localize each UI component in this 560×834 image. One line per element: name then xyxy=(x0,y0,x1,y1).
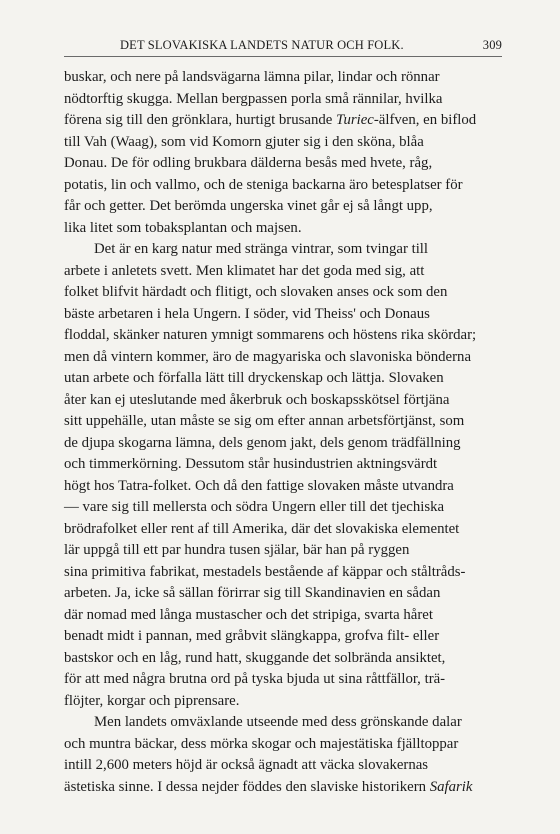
text-line: flöjter, korgar och piprensare. xyxy=(64,692,240,709)
text-line: sitt uppehälle, utan måste se sig om efter annan arbetsförtjänst, som xyxy=(64,413,465,429)
text-line: förena sig till den grönklara, hurtigt brusande Turiec-älfven, en biflod xyxy=(64,112,477,128)
italic-term: Turiec xyxy=(336,112,374,128)
text-line: Donau. De för odling brukbara dälderna besås med hvete, råg, xyxy=(64,155,433,171)
running-head xyxy=(64,34,502,56)
text-line: får och getter. Det berömda ungerska vinet går ej så långt upp, xyxy=(64,198,433,214)
header-rule xyxy=(64,56,502,57)
text-line: nödtorftig skugga. Mellan bergpassen porla små rännilar, hvilka xyxy=(64,90,443,107)
text-line: där nomad med långa mustascher och det stripiga, svarta håret xyxy=(64,606,433,623)
book-page xyxy=(64,34,502,798)
text-line: bäste arbetaren i hela Ungern. I söder, vid Theiss' och Donaus xyxy=(64,305,430,322)
text-line: intill 2,600 meters höjd är också ägnadt att väcka slovakernas xyxy=(64,757,429,773)
text-line: högt hos Tatra-folket. Och då den fattige slovaken måste utvandra xyxy=(64,477,454,494)
text-line: och muntra bäckar, dess mörka skogar och majestätiska fjälltoppar xyxy=(64,735,459,752)
text-line: folket blifvit härdadt och flitigt, och slovaken anses ock som den xyxy=(64,284,448,300)
text-line: Det är en karg natur med stränga vintrar, som tvingar till xyxy=(94,241,429,257)
text-line: åter kan ej uteslutande med åkerbruk och boskapsskötsel förtjäna xyxy=(64,391,450,408)
text-line: buskar, och nere på landsvägarna lämna pilar, lindar och rönnar xyxy=(64,69,440,85)
italic-term: Safarik xyxy=(429,778,473,795)
text-line: bastskor och en låg, rund hatt, skuggande det solbrända ansiktet, xyxy=(64,649,446,666)
text-line: ästetiska sinne. I dessa nejder föddes den slaviske historikern Safarik xyxy=(64,778,473,795)
text-line: — vare sig till mellersta och södra Ungern eller till det tjechiska xyxy=(64,499,445,515)
text-line: de djupa skogarna lämna, dels genom jakt, dels genom trädfällning xyxy=(64,434,461,451)
text-line: lika litet som tobaksplantan och majsen. xyxy=(64,219,302,236)
text-line: och timmerkörning. Dessutom står husindustrien aktningsvärdt xyxy=(64,456,438,472)
text-line: men då vintern kommer, äro de magyariska och slavoniska bönderna xyxy=(64,348,472,365)
body-text xyxy=(64,67,502,798)
text-line: floddal, skänker naturen ymnigt sommarens och höstens rika skördar; xyxy=(64,327,477,343)
page-number: 309 xyxy=(482,38,502,52)
text-line: arbete i anletets svett. Men klimatet har det goda med sig, att xyxy=(64,262,425,279)
text-line: brödrafolket eller rent af till Amerika, där det slovakiska elementet xyxy=(64,520,460,537)
running-title: DET SLOVAKISKA LANDETS NATUR OCH FOLK. xyxy=(120,38,404,52)
text-line: potatis, lin och vallmo, och de steniga backarna äro betesplatser för xyxy=(64,176,463,193)
text-line: till Vah (Waag), som vid Komorn gjuter sig i den sköna, blåa xyxy=(64,133,424,150)
text-line: benadt midt i pannan, med gråbvit slängkappa, grofva filt- eller xyxy=(64,628,440,644)
text-line: sina primitiva fabrikat, mestadels bestående af käppar och ståltråds- xyxy=(64,563,466,580)
text-line: för att med några brutna ord på tyska bjuda ut sina råttfällor, trä- xyxy=(64,671,446,687)
text-line: Men landets omväxlande utseende med dess grönskande dalar xyxy=(94,714,462,730)
text-line: utan arbete och förfalla lätt till dryckenskap och lättja. Slovaken xyxy=(64,370,444,386)
text-line: arbeten. Ja, icke så sällan förirrar sig till Skandinavien en sådan xyxy=(64,585,441,601)
text-line: lär uppgå till ett par hundra tusen själar, bär han på ryggen xyxy=(64,542,410,558)
